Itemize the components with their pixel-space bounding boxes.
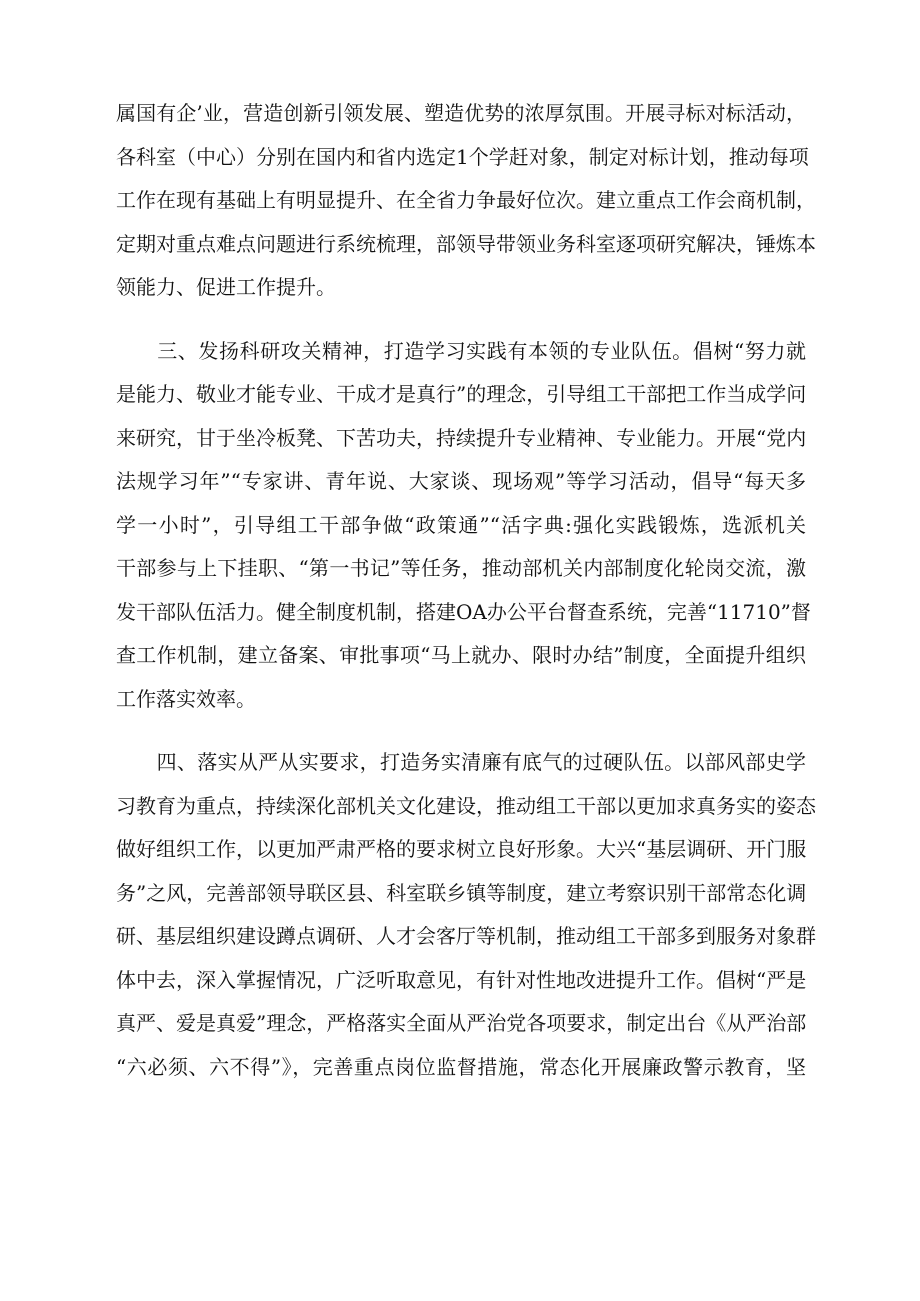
text-line: 工作在现有基础上有明显提升、在全省力争最好位次。建立重点工作会商机制， <box>116 188 816 212</box>
text-line: 学一小时”，引导组工干部争做“政策通”“活字典:强化实践锻炼，选派机关 <box>116 512 806 537</box>
text-line: 干部参与上下挂职、“第一书记”等任务，推动部机关内部制度化轮岗交流，激 <box>116 556 806 580</box>
document-body <box>116 92 816 1089</box>
text-line: 来研究，甘于坐冷板凳、下苦功夫，持续提升专业精神、专业能力。开展“党内 <box>116 425 807 450</box>
text-line: 研、基层组织建设蹲点调研、人才会客厅等机制，推动组工干部多到服务对象群 <box>116 924 816 948</box>
text-line: 是能力、敬业才能专业、干成才是真行”的理念，引导组工干部把工作当成学问 <box>116 382 807 406</box>
text-line: 各科室（中心）分别在国内和省内选定1个学赶对象，制定对标计划，推动每项 <box>116 144 809 169</box>
text-line: 三、发扬科研攻关精神，打造学习实践有本领的专业队伍。倡树“努力就 <box>116 338 806 363</box>
paragraph-gap <box>116 721 806 741</box>
text-line: 体中去，深入掌握情况，广泛听取意见，有针对性地改进提升工作。倡树“严是 <box>116 967 807 992</box>
text-line: 定期对重点难点问题进行系统梳理，部领导带领业务科室逐项研究解决，锤炼本 <box>116 231 816 256</box>
text-line: 四、落实从严从实要求，打造务实清廉有底气的过硬队伍。以部风部史学 <box>116 750 806 774</box>
text-line: 查工作机制，建立备案、审批事项“马上就办、限时办结”制度，全面提升组织 <box>116 643 806 667</box>
paragraph-section-three <box>116 330 811 722</box>
text-line: 工作落实效率。 <box>116 686 256 711</box>
text-line: 法规学习年”“专家讲、青年说、大家谈、现场观”等学习活动，倡导“每天多 <box>116 469 806 493</box>
text-line: 做好组织工作，以更加严肃严格的要求树立良好形象。大兴“基层调研、开门服 <box>116 837 807 861</box>
text-line: 务”之风，完善部领导联区县、科室联乡镇等制度，建立考察识别干部常态化调 <box>116 880 807 905</box>
text-line: “六必须、六不得”》，完善重点岗位监督措施，常态化开展廉政警示教育，坚 <box>116 1054 806 1079</box>
text-line: 习教育为重点，持续深化部机关文化建设，推动组工干部以更加求真务实的姿态 <box>116 793 816 818</box>
text-line: 领能力、促进工作提升。 <box>116 275 336 299</box>
paragraph-section-four <box>116 741 816 1089</box>
text-line: 属国有企’业，营造创新引领发展、塑造优势的浓厚氛围。开展寻标对标活动， <box>116 101 806 125</box>
text-line: 真严、爱是真爱”理念，严格落实全面从严治党各项要求，制定出台《从严治部 <box>116 1011 807 1035</box>
paragraph-gap <box>116 310 806 330</box>
paragraph-continuation <box>116 92 816 310</box>
text-line: 发干部队伍活力。健全制度机制，搭建OA办公平台督查系统，完善“11710”督 <box>116 599 811 624</box>
